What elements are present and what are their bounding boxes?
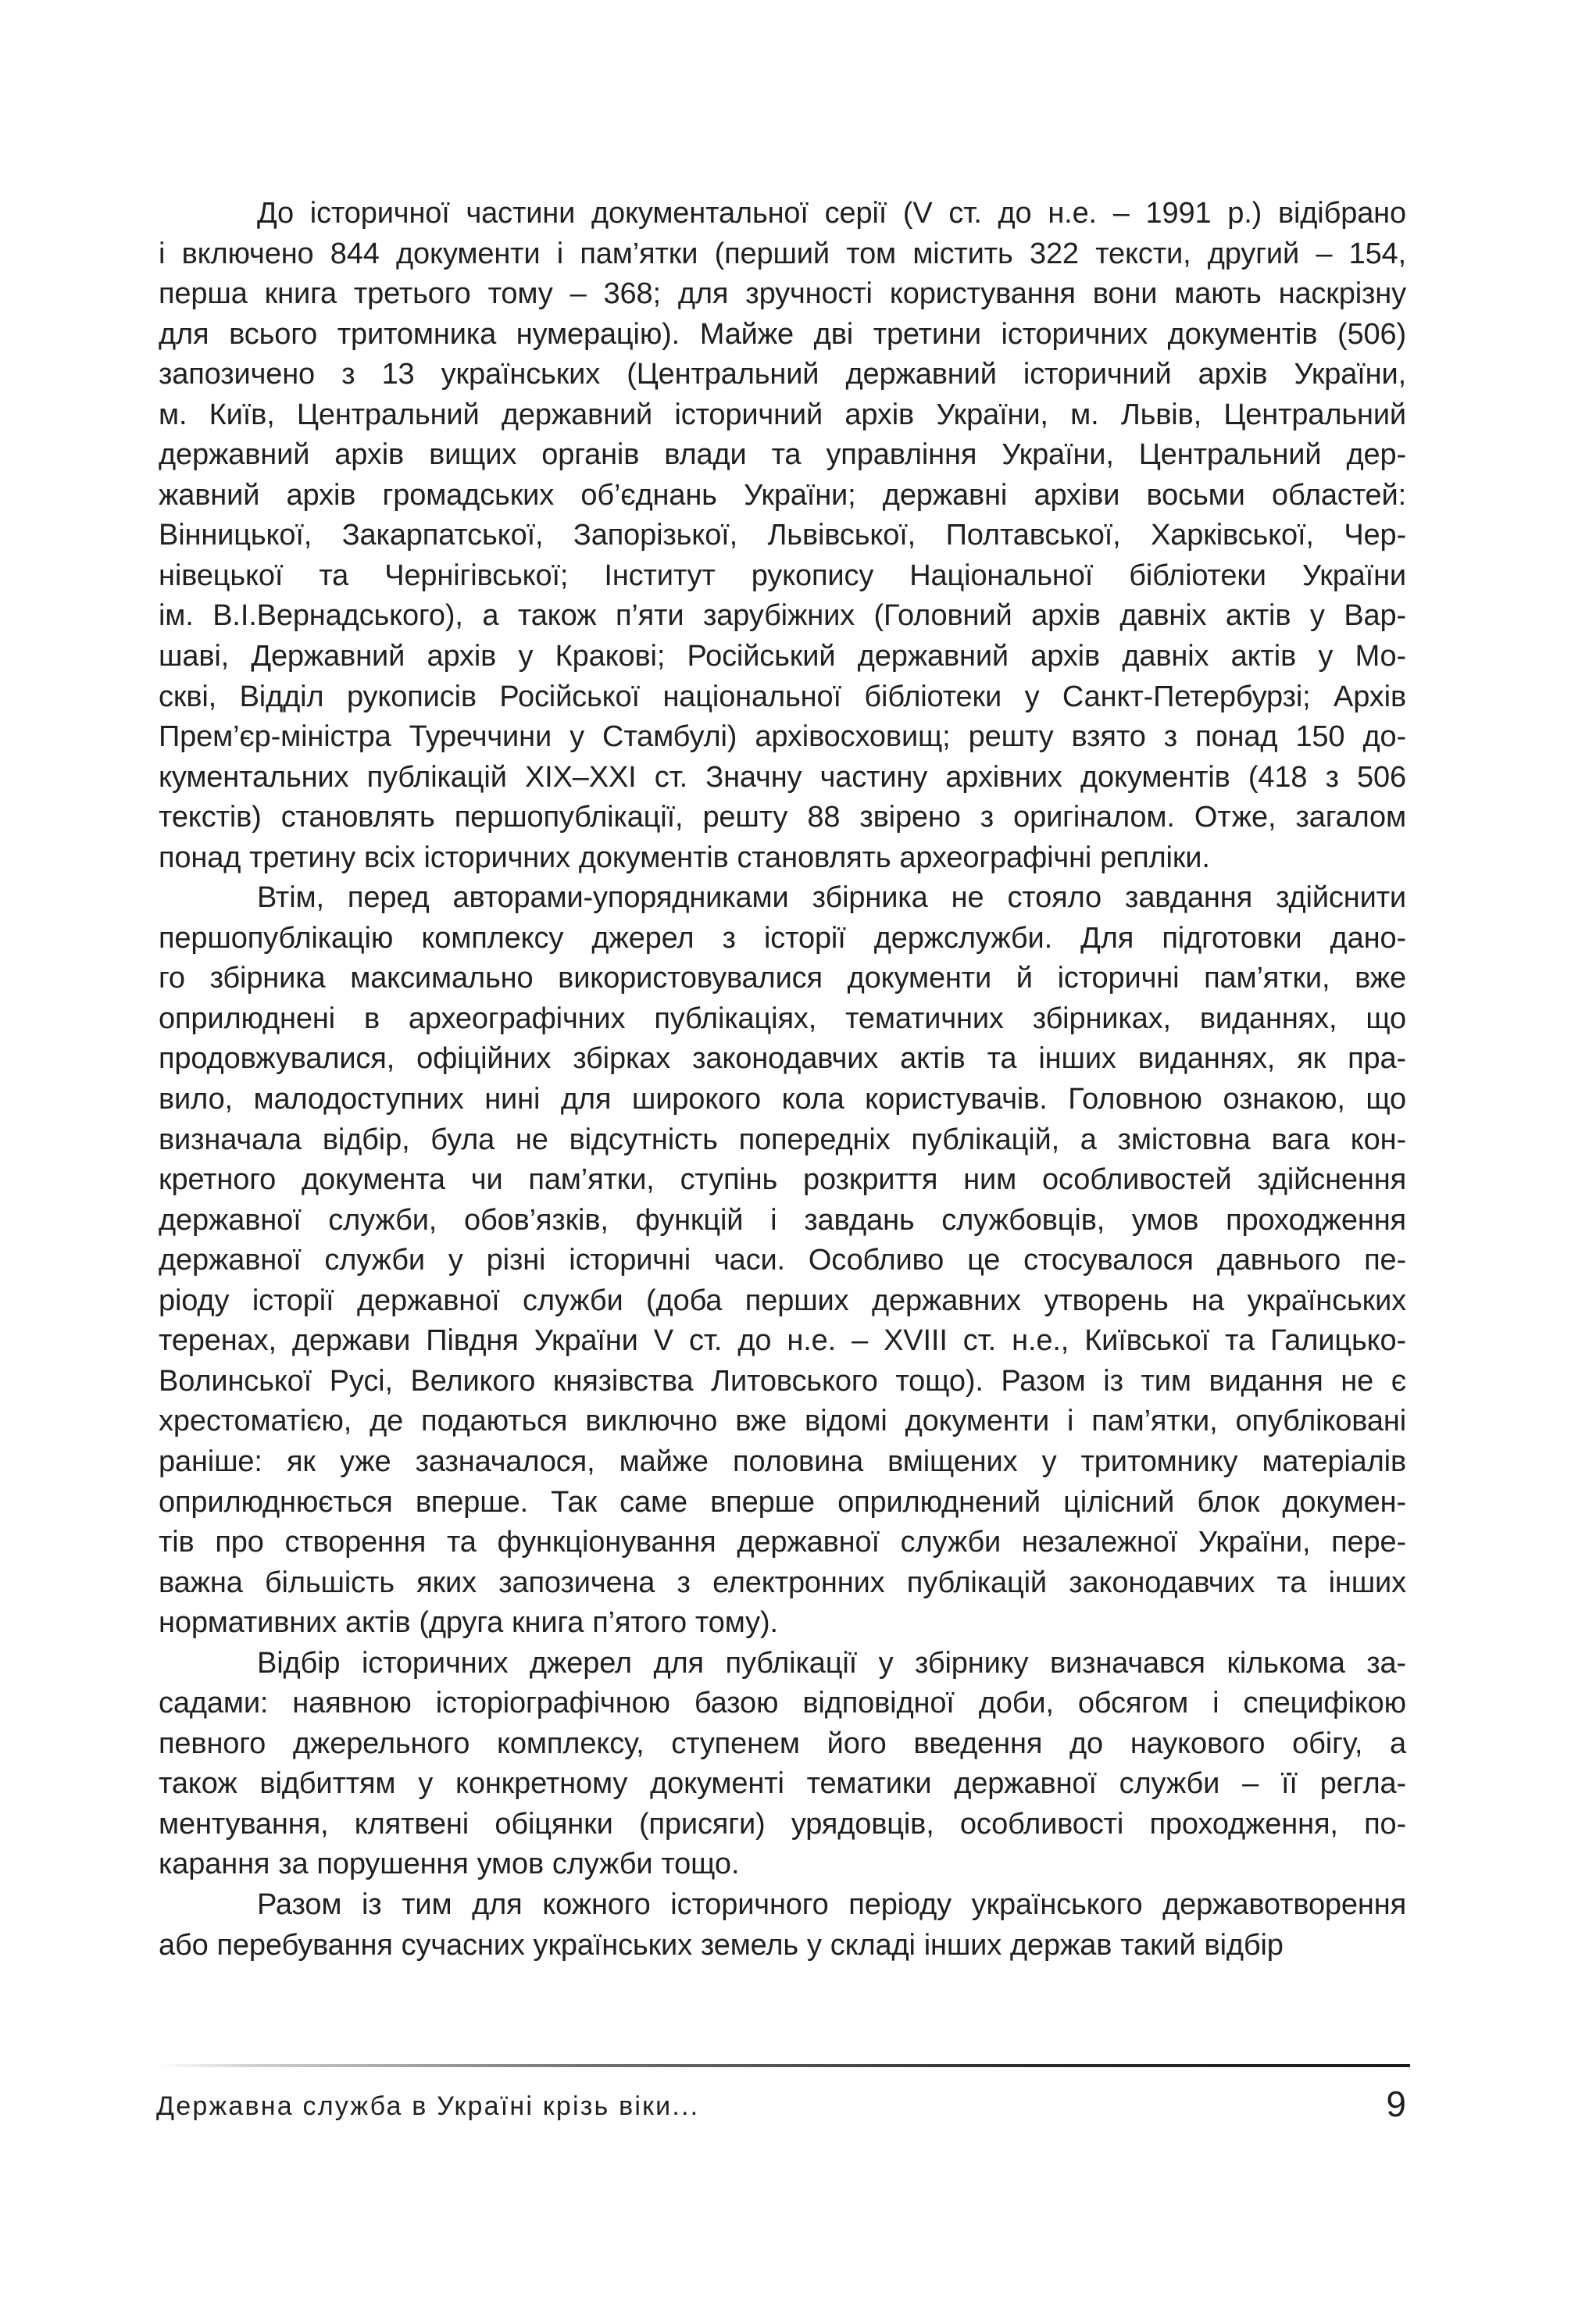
- page-number: 9: [1386, 2084, 1406, 2124]
- text-line: го збірника максимально використовувалися документи й історичні пам’ятки, вже: [159, 962, 1406, 995]
- text-line: тів про створення та функціонування державної служби незалежної України, пере-: [159, 1526, 1406, 1559]
- footer-divider: [156, 2064, 1410, 2067]
- paragraph: [159, 1885, 1406, 1966]
- text-line: для всього тритомника нумерацію). Майже дві третини історичних документів (506): [159, 317, 1406, 351]
- text-line: або перебування сучасних українських земель у складі інших держав такий відбір: [159, 1928, 1284, 1962]
- text-line: садами: наявною історіографічною базою відповідної доби, обсягом і специфікою: [159, 1687, 1406, 1720]
- text-line: продовжувалися, офіційних збірках законодавчих актів та інших виданнях, як пра-: [159, 1042, 1406, 1076]
- text-line: нівецької та Чернігівської; Інститут рукопису Національної бібліотеки України: [159, 559, 1406, 592]
- text-line: Вінницької, Закарпатської, Запорізької, Львівської, Полтавської, Харківської, Чер-: [159, 519, 1406, 552]
- paragraph: [159, 878, 1406, 1643]
- text-line: певного джерельного комплексу, ступенем його введення до наукового обігу, а: [159, 1727, 1406, 1760]
- text-line: карання за порушення умов служби тощо.: [159, 1848, 740, 1881]
- text-line: Волинської Русі, Великого князівства Литовського тощо). Разом із тим видання не є: [159, 1364, 1406, 1398]
- text-line: кретного документа чи пам’ятки, ступінь розкриття ним особливостей здійснення: [159, 1163, 1406, 1197]
- paragraph: [159, 1644, 1406, 1885]
- text-line: державної служби, обов’язків, функцій і завдань службовців, умов проходження: [159, 1203, 1406, 1237]
- text-line: ментування, клятвені обіцянки (присяги) урядовців, особливості проходження, по-: [159, 1807, 1406, 1841]
- text-line: важна більшість яких запозичена з електронних публікацій законодавчих та інших: [159, 1566, 1406, 1599]
- text-line: перша книга третього тому – 368; для зручності користування вони мають наскрізну: [159, 277, 1406, 311]
- text-line: Разом із тим для кожного історичного періоду українського державотворення: [257, 1887, 1406, 1921]
- text-line: жавний архів громадських об’єднань України; державні архіви восьми областей:: [159, 478, 1406, 512]
- text-line: державний архів вищих органів влади та управління України, Центральний дер-: [159, 438, 1406, 472]
- text-line: шаві, Державний архів у Кракові; Російський державний архів давніх актів у Мо-: [159, 640, 1406, 673]
- text-line: нормативних актів (друга книга п’ятого тому).: [159, 1606, 778, 1640]
- text-line: хрестоматією, де подаються виключно вже відомі документи і пам’ятки, опубліковані: [159, 1405, 1406, 1438]
- text-line: Втім, перед авторами-упорядниками збірника не стояло завдання здійснити: [257, 881, 1406, 915]
- text-line: запозичено з 13 українських (Центральний державний історичний архів України,: [159, 358, 1406, 391]
- text-line: Прем’єр-міністра Туреччини у Стамбулі) архівосховищ; решту взято з понад 150 до-: [159, 720, 1406, 754]
- text-line: визначала відбір, була не відсутність попередніх публікацій, а змістовна вага кон-: [159, 1123, 1406, 1156]
- text-line: текстів) становлять першопублікації, решту 88 звірено з оригіналом. Отже, загалом: [159, 801, 1406, 834]
- text-line: понад третину всіх історичних документів становлять археографічні репліки.: [159, 841, 1210, 874]
- text-line: першопублікацію комплексу джерел з історії держслужби. Для підготовки дано-: [159, 921, 1406, 955]
- body-text: [159, 194, 1406, 1966]
- text-line: теренах, держави Півдня України V ст. до н.е. – XVIII ст. н.е., Київської та Галицько-: [159, 1324, 1406, 1358]
- text-line: До історичної частини документальної серії (V ст. до н.е. – 1991 р.) відібрано: [257, 197, 1406, 230]
- text-line: державної служби у різні історичні часи. Особливо це стосувалося давнього пе-: [159, 1244, 1406, 1277]
- text-line: також відбиттям у конкретному документі тематики державної служби – її регла-: [159, 1767, 1406, 1801]
- text-line: оприлюднюється вперше. Так саме вперше оприлюднений цілісний блок докумен-: [159, 1485, 1406, 1519]
- text-line: м. Київ, Центральний державний історичний архів України, м. Львів, Центральний: [159, 398, 1406, 431]
- text-line: скві, Відділ рукописів Російської національної бібліотеки у Санкт-Петербурзі; Архів: [159, 680, 1406, 713]
- text-line: ріоду історії державної служби (доба перших державних утворень на українських: [159, 1284, 1406, 1317]
- text-line: вило, малодоступних нині для широкого кола користувачів. Головною ознакою, що: [159, 1083, 1406, 1116]
- text-line: раніше: як уже зазначалося, майже половина вміщених у тритомнику матеріалів: [159, 1445, 1406, 1478]
- text-line: Відбір історичних джерел для публікації у збірнику визначався кількома за-: [257, 1646, 1406, 1680]
- text-line: ім. В.І.Вернадського), а також п’яти зарубіжних (Головний архів давніх актів у Вар-: [159, 599, 1406, 633]
- text-line: і включено 844 документи і пам’ятки (перший том містить 322 тексти, другий – 154,: [159, 237, 1406, 270]
- text-line: оприлюднені в археографічних публікаціях, тематичних збірниках, виданнях, що: [159, 1002, 1406, 1035]
- running-footer-title: Державна служба в Україні крізь віки...: [156, 2091, 700, 2121]
- paragraph: [159, 194, 1406, 878]
- text-line: кументальних публікацій ХІХ–ХХІ ст. Значну частину архівних документів (418 з 506: [159, 760, 1406, 794]
